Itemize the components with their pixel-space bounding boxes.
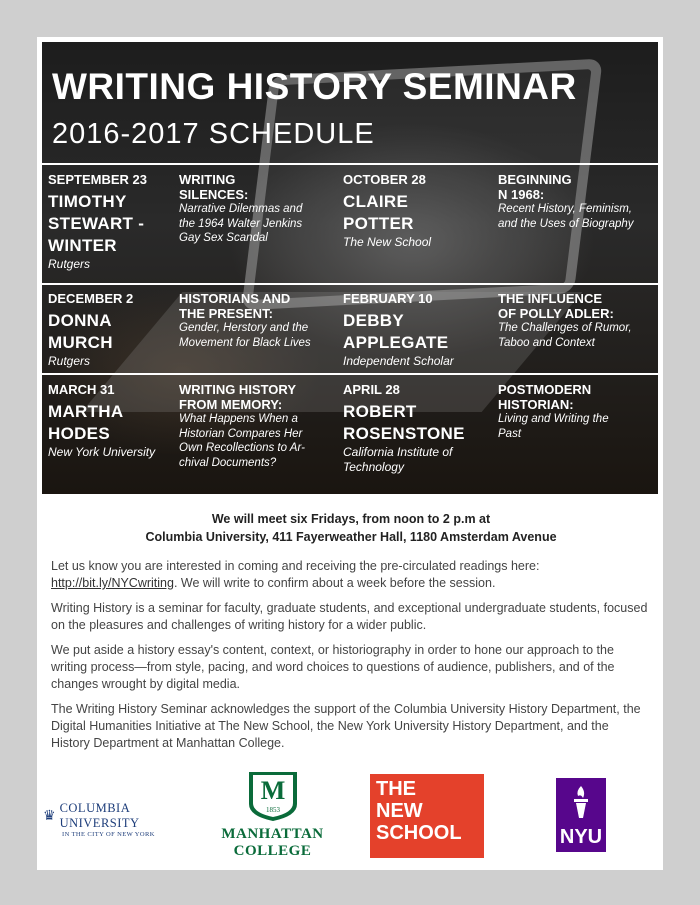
- talk-subtitle: Narrative Dilemmas and the 1964 Walter Jenkins Gay Sex Scandal: [179, 203, 303, 244]
- session-date: SEPTEMBER 23: [48, 172, 147, 187]
- columbia-university-logo: ♛ COLUMBIA UNIVERSITY IN THE CITY OF NEW YORK: [43, 801, 155, 838]
- acknowledgement-paragraph: The Writing History Seminar acknowledges the support of the Columbia University History Department, the Digital Humanities Initiative at The New School, the New York University History Department, and the History Department at Manhattan College.: [51, 702, 641, 750]
- talk-title: WRITING HISTORY FROM MEMORY:: [179, 382, 296, 412]
- session-date: FEBRUARY 10: [343, 291, 433, 306]
- talk-subtitle: Living and Writing the Past: [498, 413, 609, 440]
- session-2-talk: [498, 172, 656, 231]
- svg-text:1853: 1853: [266, 806, 280, 814]
- manhattan-shield-icon: [215, 770, 330, 822]
- row-divider-1: [42, 163, 658, 165]
- speaker-institution: Independent Scholar: [343, 354, 454, 368]
- session-6-speaker: [343, 382, 493, 475]
- session-4-talk: [498, 291, 656, 350]
- speaker-name: MARTHA HODES: [48, 402, 124, 443]
- session-6-talk: [498, 382, 656, 441]
- speaker-institution: Rutgers: [48, 354, 91, 368]
- svg-text:M: M: [260, 776, 286, 805]
- speaker-name: TIMOTHY STEWART - WINTER: [48, 192, 145, 255]
- session-5-talk: [179, 382, 339, 470]
- talk-title: POSTMODERN HISTORIAN:: [498, 382, 592, 412]
- session-date: APRIL 28: [343, 382, 400, 397]
- talk-title: WRITING SILENCES:: [179, 172, 249, 202]
- crown-icon: ♛: [43, 808, 56, 824]
- about-paragraph: Writing History is a seminar for faculty, graduate students, and exceptional undergraduate students, focused on the pleasures and challenges of writing history for a wider public.: [51, 601, 648, 632]
- registration-link[interactable]: http://bit.ly/NYCwriting: [51, 576, 174, 590]
- talk-title: HISTORIANS AND THE PRESENT:: [179, 291, 291, 321]
- speaker-name: ROBERT ROSENSTONE: [343, 402, 465, 443]
- torch-icon: [556, 782, 606, 822]
- speaker-name: DONNA MURCH: [48, 311, 113, 352]
- speaker-institution: New York University: [48, 445, 156, 459]
- hero-banner: [42, 42, 658, 494]
- meeting-info: We will meet six Fridays, from noon to 2 p.m at Columbia University, 411 Fayerweather Hall, 1180 Amsterdam Avenue: [145, 512, 557, 544]
- session-3-speaker: [48, 291, 173, 369]
- talk-title: THE INFLUENCE OF POLLY ADLER:: [498, 291, 614, 321]
- schedule-subtitle: 2016-2017 SCHEDULE: [52, 118, 375, 150]
- speaker-institution: The New School: [343, 235, 432, 249]
- session-date: DECEMBER 2: [48, 291, 134, 306]
- approach-paragraph: We put aside a history essay's content, context, or historiography in order to hone our approach to the writing process—from style, pacing, and word choices to questions of audience, publishers, and of the changes wrought by digital media.: [51, 643, 615, 691]
- talk-title: BEGINNING N 1968:: [498, 172, 572, 202]
- registration-paragraph: Let us know you are interested in coming and receiving the pre-circulated readings here: http://bit.ly/NYCwriting. We will write to confirm about a week before the session.: [51, 559, 540, 590]
- manhattan-college-logo: M 1853 MANHATTAN COLLEGE: [215, 770, 330, 860]
- row-divider-2: [42, 283, 658, 285]
- talk-subtitle: Recent History, Feminism, and the Uses of Biography: [498, 203, 634, 230]
- session-5-speaker: [48, 382, 173, 460]
- row-divider-3: [42, 373, 658, 375]
- session-1-speaker: [48, 172, 173, 272]
- talk-subtitle: What Happens When a Historian Compares Her Own Recollections to Ar- chival Documents?: [179, 413, 305, 469]
- seminar-title: WRITING HISTORY SEMINAR: [52, 66, 577, 107]
- speaker-name: CLAIRE POTTER: [343, 192, 414, 233]
- talk-subtitle: Gender, Herstory and the Movement for Black Lives: [179, 322, 311, 349]
- session-4-speaker: [343, 291, 493, 369]
- session-date: MARCH 31: [48, 382, 115, 397]
- session-date: OCTOBER 28: [343, 172, 426, 187]
- speaker-institution: California Institute of Technology: [343, 445, 453, 474]
- speaker-name: DEBBY APPLEGATE: [343, 311, 449, 352]
- flyer-sheet: [37, 37, 663, 870]
- the-new-school-logo: THE NEW SCHOOL: [370, 774, 484, 858]
- session-2-speaker: [343, 172, 493, 250]
- nyu-logo: NYU: [556, 778, 606, 852]
- session-3-talk: [179, 291, 339, 350]
- session-1-talk: [179, 172, 339, 246]
- speaker-institution: Rutgers: [48, 257, 91, 271]
- talk-subtitle: The Challenges of Rumor, Taboo and Context: [498, 322, 632, 349]
